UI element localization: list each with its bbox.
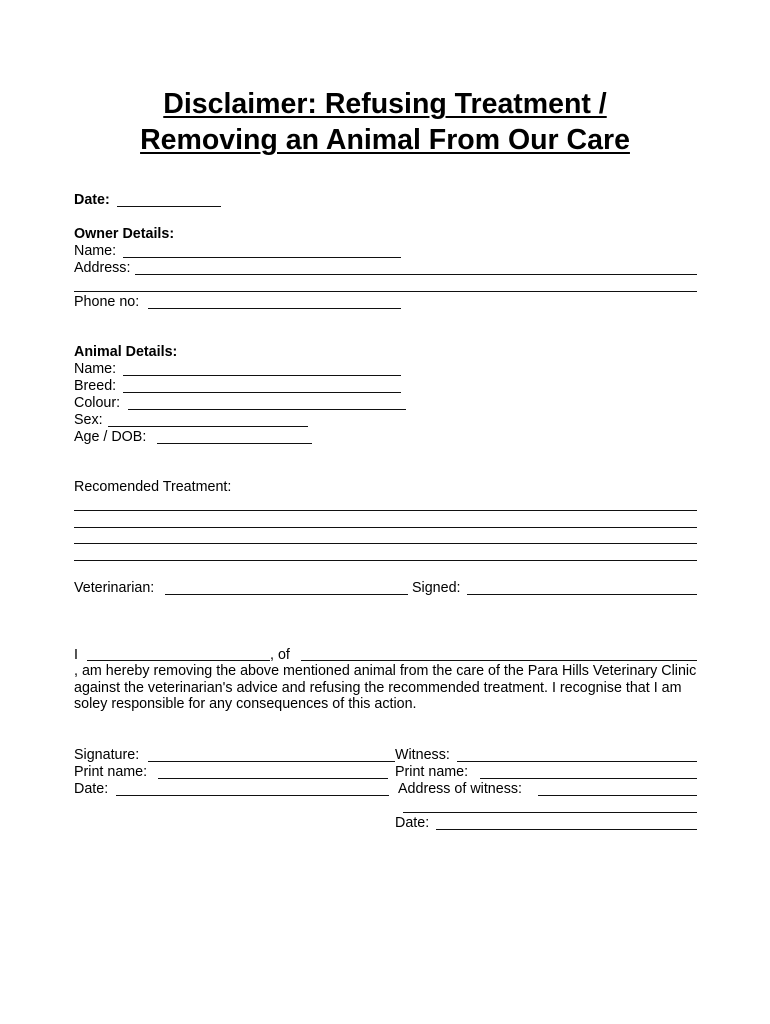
date-field[interactable] <box>117 206 221 207</box>
witness-address-label: Address of witness: <box>398 781 522 797</box>
declaration-text: , am hereby removing the above mentioned animal from the care of the Para Hills Veterinary Clinic against the veterinarian's advice and refusing the recommended treatment. I recognise that I am soley responsible for any consequences of this action. <box>74 663 697 712</box>
witness-print-name-label: Print name: <box>395 764 469 780</box>
treatment-field-line-1[interactable] <box>74 510 697 511</box>
witness-address-field-line-2[interactable] <box>403 812 697 813</box>
owner-details-heading: Owner Details: <box>74 226 175 242</box>
form-title-line-1: Disclaimer: Refusing Treatment / <box>163 88 607 120</box>
animal-name-label: Name: <box>74 361 117 377</box>
witness-date-label: Date: <box>395 815 430 831</box>
declaration-i-label: I <box>74 647 78 663</box>
signature-field[interactable] <box>148 761 395 762</box>
owner-address-label: Address: <box>74 260 131 276</box>
declaration-of-label: , of <box>270 647 290 663</box>
witness-label: Witness: <box>395 747 450 763</box>
animal-breed-label: Breed: <box>74 378 117 394</box>
witness-print-name-field[interactable] <box>480 778 697 779</box>
date-label: Date: <box>74 192 110 208</box>
owner-name-label: Name: <box>74 243 117 259</box>
animal-breed-field[interactable] <box>123 392 401 393</box>
declaration-name-field[interactable] <box>87 660 270 661</box>
treatment-field-line-3[interactable] <box>74 543 697 544</box>
animal-colour-field[interactable] <box>128 409 406 410</box>
owner-address-field-line-2[interactable] <box>74 291 697 292</box>
owner-name-field[interactable] <box>123 257 401 258</box>
animal-sex-field[interactable] <box>108 426 308 427</box>
owner-phone-field[interactable] <box>148 308 401 309</box>
veterinarian-label: Veterinarian: <box>74 580 155 596</box>
treatment-field-line-4[interactable] <box>74 560 697 561</box>
form-title-line-2: Removing an Animal From Our Care <box>140 124 630 156</box>
owner-date-label: Date: <box>74 781 109 797</box>
treatment-field-line-2[interactable] <box>74 527 697 528</box>
witness-address-field[interactable] <box>538 795 697 796</box>
signature-label: Signature: <box>74 747 140 763</box>
signed-label: Signed: <box>412 580 461 596</box>
owner-address-field[interactable] <box>135 274 697 275</box>
animal-sex-label: Sex: <box>74 412 103 428</box>
declaration-address-field[interactable] <box>301 660 697 661</box>
animal-age-field[interactable] <box>157 443 312 444</box>
signed-field[interactable] <box>467 594 697 595</box>
recommended-treatment-label: Recomended Treatment: <box>74 479 232 495</box>
print-name-label: Print name: <box>74 764 148 780</box>
animal-colour-label: Colour: <box>74 395 121 411</box>
animal-details-heading: Animal Details: <box>74 344 178 360</box>
owner-date-field[interactable] <box>116 795 389 796</box>
veterinarian-field[interactable] <box>165 594 408 595</box>
animal-age-label: Age / DOB: <box>74 429 147 445</box>
owner-phone-label: Phone no: <box>74 294 140 310</box>
witness-date-field[interactable] <box>436 829 697 830</box>
witness-field[interactable] <box>457 761 697 762</box>
animal-name-field[interactable] <box>123 375 401 376</box>
print-name-field[interactable] <box>158 778 388 779</box>
